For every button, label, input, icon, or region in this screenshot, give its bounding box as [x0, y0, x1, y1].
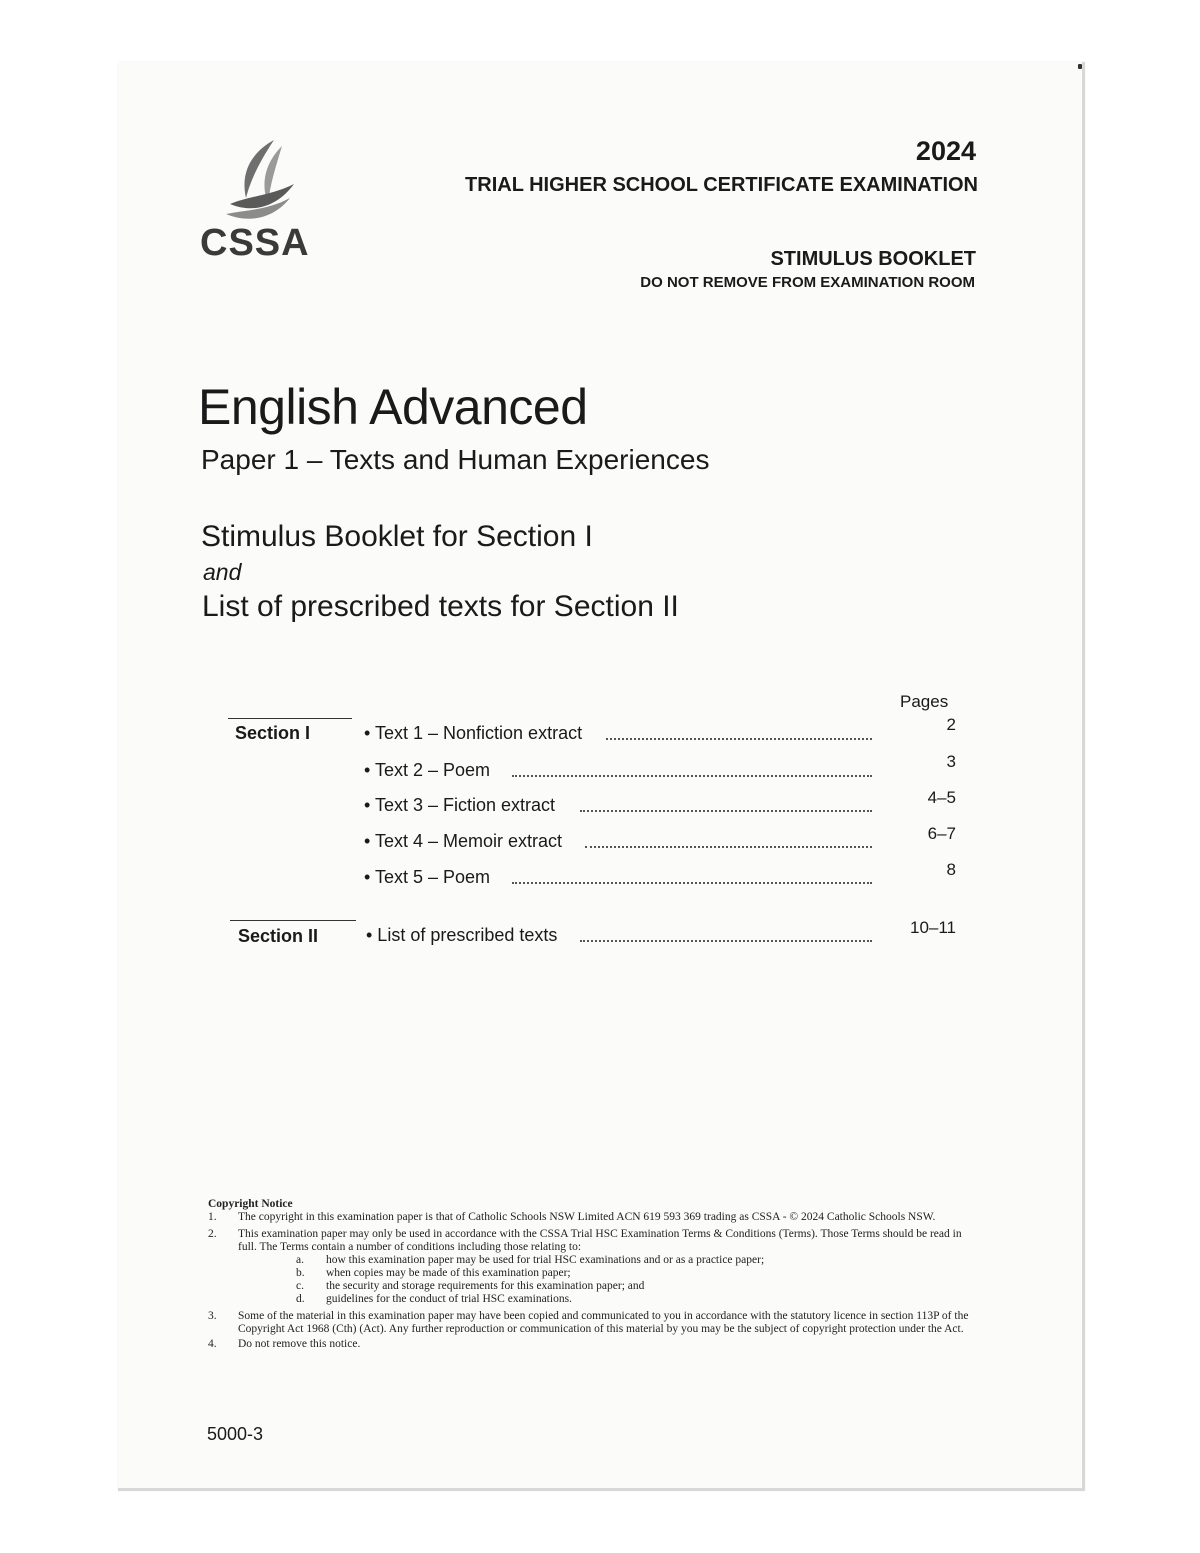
section-divider: [230, 920, 356, 921]
page-ref: 8: [946, 860, 956, 879]
leader-dots: [580, 940, 872, 942]
copyright-subitem: a. how this examination paper may be used for trial HSC examinations and or as a practice paper;: [296, 1254, 765, 1266]
copyright-subitem: d. guidelines for the conduct of trial HSC examinations.: [296, 1293, 572, 1305]
and-connector: and: [203, 559, 242, 585]
copyright-item: 4. Do not remove this notice.: [208, 1338, 361, 1350]
logo-text: CSSA: [200, 222, 310, 264]
paper-title: Paper 1 – Texts and Human Experiences: [201, 444, 710, 475]
page-ref: 6–7: [927, 824, 956, 843]
contents-item-text3: • Text 3 – Fiction extract: [364, 795, 556, 815]
contents-item-text1: • Text 1 – Nonfiction extract: [364, 723, 583, 743]
page-ref: 3: [946, 752, 956, 771]
copyright-notice: [208, 1198, 978, 1351]
section-1-label: Section I: [235, 723, 311, 743]
removal-notice: DO NOT REMOVE FROM EXAMINATION ROOM: [640, 274, 975, 291]
leader-dots: [512, 775, 872, 777]
copyright-subitem: b. when copies may be made of this examination paper;: [296, 1267, 571, 1279]
exam-name: TRIAL HIGHER SCHOOL CERTIFICATE EXAMINATION: [465, 174, 978, 196]
page-ref: 10–11: [909, 918, 956, 937]
copyright-heading: Copyright Notice: [208, 1198, 293, 1210]
pages-column-header: Pages: [900, 692, 949, 711]
page-mark: [1078, 64, 1082, 69]
booklet-label: STIMULUS BOOKLET: [770, 248, 976, 270]
contents-item-text4: • Text 4 – Memoir extract: [364, 831, 563, 851]
paper-code: 5000-3: [207, 1424, 264, 1444]
leader-dots: [580, 810, 872, 812]
subject-title: English Advanced: [198, 379, 588, 435]
prescribed-heading: List of prescribed texts for Section II: [202, 590, 679, 623]
contents-item-text5: • Text 5 – Poem: [364, 867, 491, 887]
section-divider: [228, 718, 352, 719]
exam-year: 2024: [915, 136, 976, 166]
copyright-item: 2. This examination paper may only be used in accordance with the CSSA Trial HSC Examination Terms & Conditions (Terms). Those Terms should be read in full. The Terms contain a number of conditions including those relating to:: [208, 1228, 962, 1253]
leader-dots: [585, 846, 872, 848]
stimulus-heading: Stimulus Booklet for Section I: [201, 520, 593, 553]
copyright-item: 3. Some of the material in this examination paper may have been copied and communicated to you in accordance with the statutory licence in section 113P of the Copyright Act 1968 (Cth) (Act). Any further reproduction or communication of this material by you may be the subject of copyright protection under the Act.: [208, 1310, 969, 1335]
copyright-subitem: c. the security and storage requirements for this examination paper; and: [296, 1280, 645, 1292]
leader-dots: [512, 882, 872, 884]
page-ref: 4–5: [927, 788, 956, 807]
leaf-icon: [222, 138, 300, 224]
copyright-item: 1. The copyright in this examination paper is that of Catholic Schools NSW Limited ACN 619 593 369 trading as CSSA - © 2024 Catholic Schools NSW.: [208, 1211, 936, 1223]
section-2-label: Section II: [238, 926, 319, 946]
contents-item-text2: • Text 2 – Poem: [364, 760, 491, 780]
page-ref: 2: [946, 715, 956, 734]
leader-dots: [606, 738, 872, 740]
contents-item-prescribed: • List of prescribed texts: [366, 925, 558, 945]
cssa-logo: [200, 138, 310, 264]
